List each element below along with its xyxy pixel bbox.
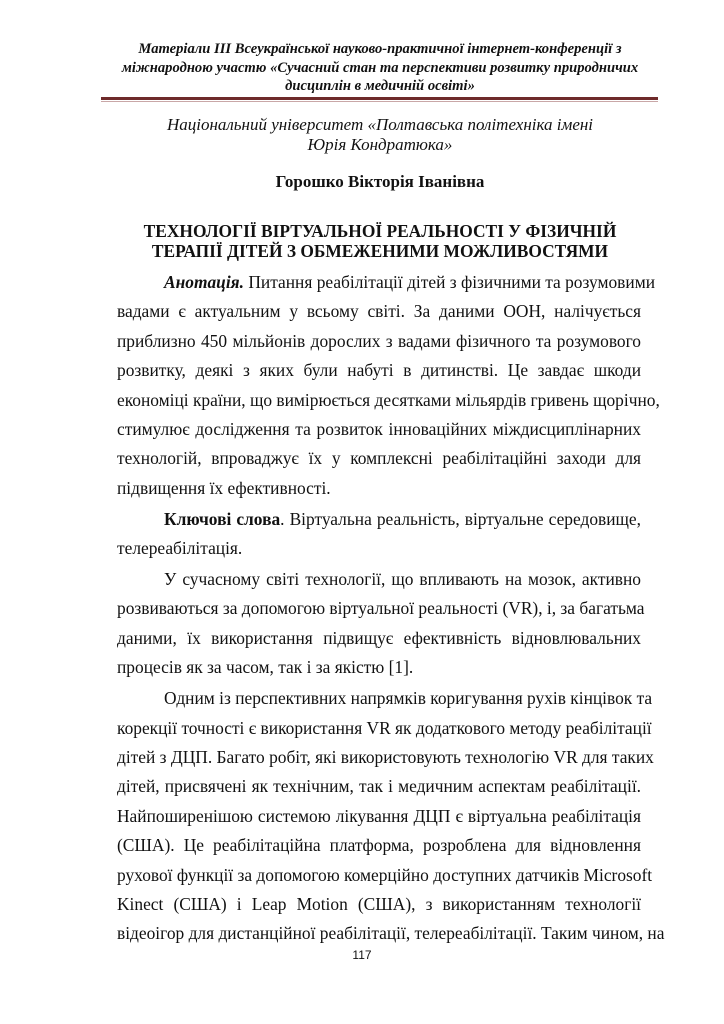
text-span: Питання реабілітації дітей з фізичними та розумовими — [243, 272, 656, 292]
text-line: розвитку, деякі з яких були набуті в дитинстві. Це завдає шкоди — [117, 360, 641, 381]
text-line: стимулює дослідження та розвиток інноваційних міждисциплінарних — [117, 419, 641, 440]
header-rule-thin — [101, 101, 658, 102]
keywords-paragraph — [117, 505, 641, 564]
text-line: даними, їх використання підвищує ефективність відновлювальних — [117, 627, 641, 648]
body-paragraph — [117, 565, 645, 683]
text-line — [117, 268, 656, 297]
header-line: Матеріали ІІІ Всеукраїнської науково-практичної інтернет-конференції з — [138, 41, 622, 57]
author-name: Горошко Вікторія Іванівна — [275, 172, 485, 191]
text-line — [117, 505, 641, 534]
text-line: вадами є актуальним у всьому світі. За даними ООН, налічується — [117, 301, 641, 322]
header-line: дисциплін в медичній освіті» — [285, 78, 475, 94]
text-line: розвиваються за допомогою віртуальної реальності (VR), і, за багатьма — [117, 598, 645, 619]
text-line: технологій, впроваджує їх у комплексні реабілітаційні заходи для — [117, 448, 641, 469]
text-line: дітей з ДЦП. Багато робіт, які використовують технологію VR для таких — [117, 747, 654, 767]
text-line: Найпоширенішою системою лікування ДЦП є віртуальна реабілітація — [117, 805, 641, 826]
text-span: . Віртуальна реальність, віртуальне середовище, — [280, 508, 641, 529]
text-line: (США). Це реабілітаційна платформа, розроблена для відновлення — [117, 835, 641, 856]
body-paragraph — [117, 684, 665, 949]
text-line: У сучасному світі технології, що впливають на мозок, активно — [164, 569, 641, 590]
text-line: телереабілітація. — [117, 538, 243, 559]
text-line: процесів як за часом, так і за якістю [1]. — [117, 657, 414, 678]
text-line: корекції точності є використання VR як додаткового методу реабілітації — [117, 717, 652, 738]
text-line: рухової функції за допомогою комерційно доступних датчиків Microsoft — [117, 864, 653, 885]
header-line: міжнародною участю «Сучасний стан та перспективи розвитку природничих — [121, 59, 639, 76]
paper-title — [100, 221, 660, 261]
keywords-label: Ключові слова — [164, 508, 281, 529]
text-line: приблизно 450 мільйонів дорослих з вадами фізичного та розумового — [117, 330, 641, 351]
title-line: ТЕРАПІЇ ДІТЕЙ З ОБМЕЖЕНИМИ МОЖЛИВОСТЯМИ — [151, 241, 609, 261]
affiliation-line: Національний університет «Полтавська політехніка імені — [166, 115, 594, 134]
title-line: ТЕХНОЛОГІЇ ВІРТУАЛЬНОЇ РЕАЛЬНОСТІ У ФІЗИЧНІЙ — [143, 221, 617, 241]
abstract-paragraph — [117, 268, 660, 503]
text-line: Kinect (США) і Leap Motion (США), з використанням технології — [117, 894, 641, 915]
page-number: 117 — [352, 948, 372, 962]
body-text — [117, 268, 665, 950]
abstract-label: Анотація. — [164, 272, 244, 292]
text-line: економіці країни, що вимірюється десятками мільярдів гривень щорічно, — [117, 389, 660, 410]
text-line: підвищення їх ефективності. — [117, 477, 331, 498]
text-line: Одним із перспективних напрямків коригування рухів кінцівок та — [164, 688, 653, 709]
affiliation-line: Юрія Кондратюка» — [307, 134, 453, 154]
affiliation — [100, 115, 660, 154]
conference-header — [100, 40, 660, 96]
header-rule — [101, 97, 658, 100]
text-line: відеоігор для дистанційної реабілітації, телереабілітації. Таким чином, на — [117, 923, 665, 944]
text-line: дітей, присвячені як технічним, так і медичним аспектам реабілітації. — [117, 776, 641, 797]
